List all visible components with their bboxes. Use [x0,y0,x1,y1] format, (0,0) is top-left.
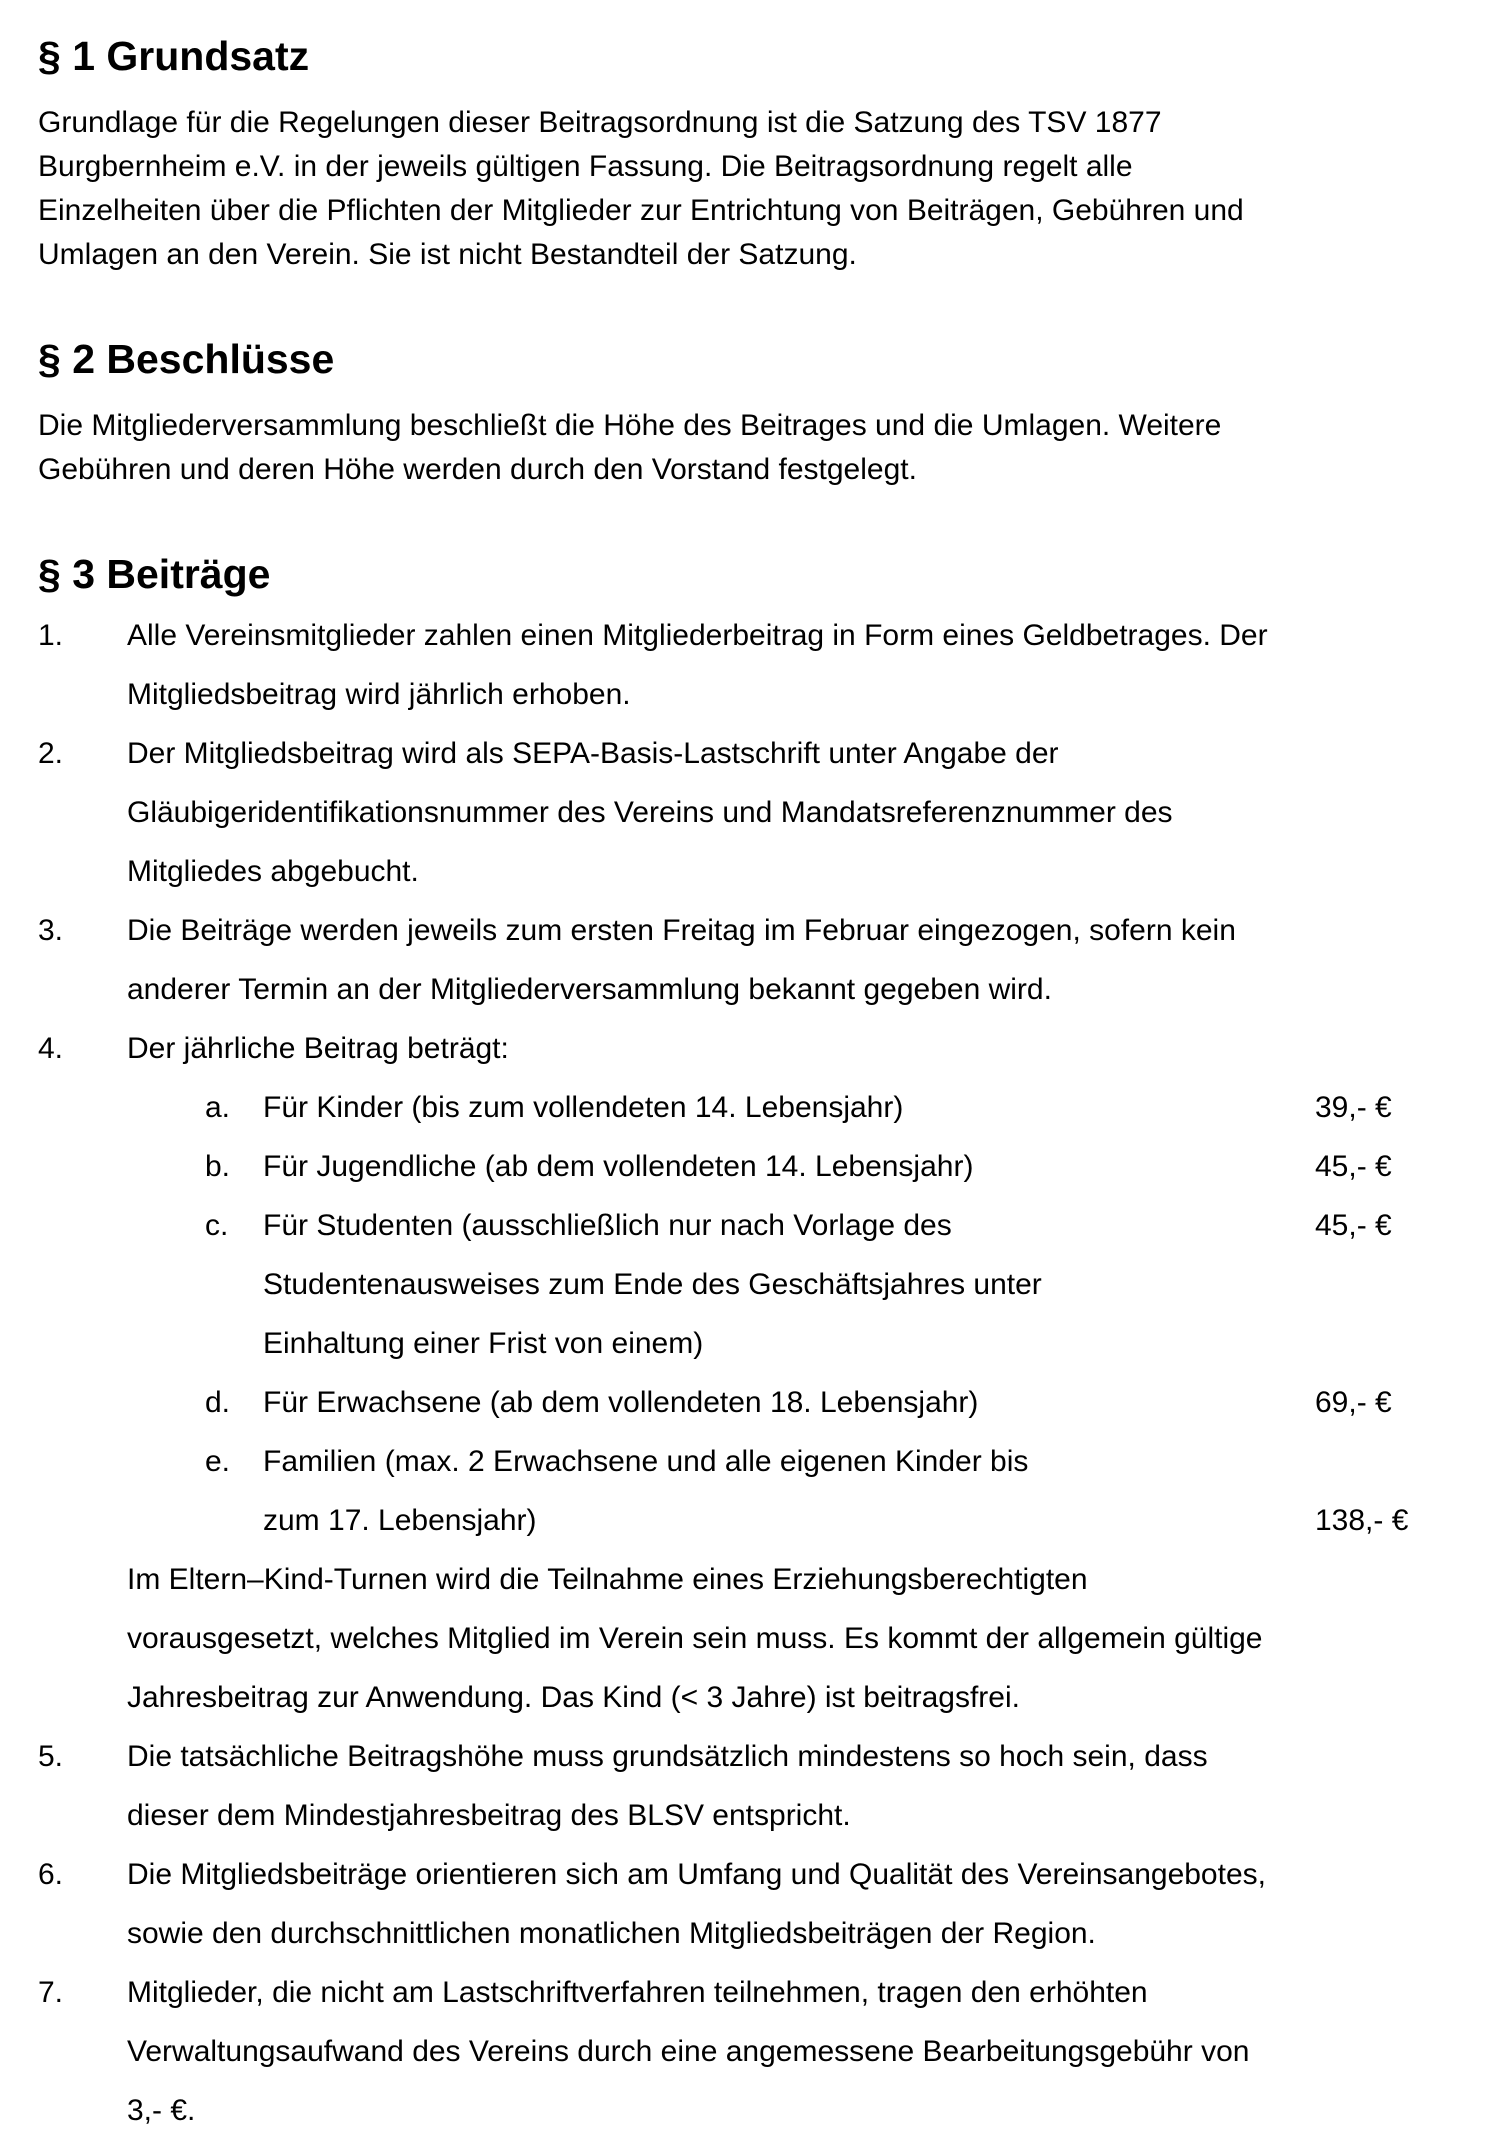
fee-line [127,1078,1462,1137]
item-line: Die Beiträge werden jeweils zum ersten Freitag im Februar eingezogen, sofern kein [127,914,1236,947]
paragraph-line: Die Mitgliederversammlung beschließt die Höhe des Beitrages und die Umlagen. Weitere [38,409,1222,442]
fee-row [127,1373,1462,1432]
item-content [127,1963,1462,2140]
fee-line [127,1137,1462,1196]
item-number: 6. [38,1858,64,1891]
section-heading: § 3 Beiträge [38,551,271,597]
item-line: Alle Vereinsmitglieder zahlen einen Mitgliederbeitrag in Form eines Geldbetrages. Der [127,619,1268,652]
fee-row [127,1432,1462,1550]
list-item [38,1845,1462,1963]
fee-line [127,1432,1462,1491]
fee-letter: c. [205,1209,229,1242]
item-number: 4. [38,1032,64,1065]
item-number: 1. [38,619,64,652]
fee-price: 138,- € [1315,1504,1409,1537]
fee-line [127,1196,1462,1255]
fee-label: Für Jugendliche (ab dem vollendeten 14. Lebensjahr) [263,1150,974,1183]
item-content [127,724,1462,901]
fee-line: Studentenausweises zum Ende des Geschäftsjahres unter [263,1268,1042,1301]
fee-label: Für Erwachsene (ab dem vollendeten 18. Lebensjahr) [263,1386,979,1419]
item-number: 7. [38,1976,64,2009]
section-heading: § 2 Beschlüsse [38,336,335,382]
fee-label: Für Studenten (ausschließlich nur nach Vorlage des [263,1209,952,1242]
item-number: 5. [38,1740,64,1773]
item-number: 3. [38,914,64,947]
list-item [38,901,1462,1019]
paragraph-line: Grundlage für die Regelungen dieser Beitragsordnung ist die Satzung des TSV 1877 [38,106,1162,139]
item-line: 3,- €. [127,2094,196,2127]
item-number: 2. [38,737,64,770]
list-item [38,1963,1462,2140]
item-line: Der jährliche Beitrag beträgt: [127,1032,509,1065]
item-line: Mitgliedsbeitrag wird jährlich erhoben. [127,678,631,711]
section-heading: § 1 Grundsatz [38,33,310,79]
item-line: Mitgliedes abgebucht. [127,855,419,888]
numbered-list [38,606,1462,2140]
fee-label: Familien (max. 2 Erwachsene und alle eigenen Kinder bis [263,1445,1029,1478]
list-item [38,606,1462,724]
fee-price: 45,- € [1315,1209,1392,1242]
item-note-line: vorausgesetzt, welches Mitglied im Verein sein muss. Es kommt der allgemein gültige [127,1622,1263,1655]
item-content [127,606,1462,724]
fee-price: 45,- € [1315,1150,1392,1183]
fee-row [127,1078,1462,1137]
list-item [38,724,1462,901]
item-content [127,1845,1462,1963]
paragraph-line: Gebühren und deren Höhe werden durch den Vorstand festgelegt. [38,453,917,486]
fee-line: Einhaltung einer Frist von einem) [263,1327,704,1360]
list-item [38,1727,1462,1845]
item-line: Der Mitgliedsbeitrag wird als SEPA-Basis-Lastschrift unter Angabe der [127,737,1059,770]
item-line: anderer Termin an der Mitgliederversammlung bekannt gegeben wird. [127,973,1052,1006]
fee-line: zum 17. Lebensjahr) [263,1504,537,1537]
item-content [127,1019,1462,1727]
fee-letter: a. [205,1091,231,1124]
paragraph-line: Einzelheiten über die Pflichten der Mitglieder zur Entrichtung von Beiträgen, Gebühren und [38,194,1244,227]
paragraph-line: Burgbernheim e.V. in der jeweils gültigen Fassung. Die Beitragsordnung regelt alle [38,150,1133,183]
item-content [127,901,1462,1019]
item-line: dieser dem Mindestjahresbeitrag des BLSV entspricht. [127,1799,851,1832]
item-content [127,1727,1462,1845]
fee-price: 39,- € [1315,1091,1392,1124]
fee-letter: b. [205,1150,231,1183]
item-line: Verwaltungsaufwand des Vereins durch eine angemessene Bearbeitungsgebühr von [127,2035,1250,2068]
fee-letter: e. [205,1445,231,1478]
item-note-line: Jahresbeitrag zur Anwendung. Das Kind (< 3 Jahre) ist beitragsfrei. [127,1681,1020,1714]
item-line: Die tatsächliche Beitragshöhe muss grundsätzlich mindestens so hoch sein, dass [127,1740,1208,1773]
section-paragraph [38,404,1462,492]
paragraph-line: Umlagen an den Verein. Sie ist nicht Bestandteil der Satzung. [38,238,857,271]
fee-line [127,1373,1462,1432]
list-item [38,1019,1462,1727]
item-note-line: Im Eltern–Kind-Turnen wird die Teilnahme eines Erziehungsberechtigten [127,1563,1088,1596]
fee-price: 69,- € [1315,1386,1392,1419]
fee-label: Für Kinder (bis zum vollendeten 14. Lebensjahr) [263,1091,904,1124]
item-line: Die Mitgliedsbeiträge orientieren sich am Umfang und Qualität des Vereinsangebotes, [127,1858,1266,1891]
fee-letter: d. [205,1386,231,1419]
fee-row [127,1137,1462,1196]
item-line: sowie den durchschnittlichen monatlichen Mitgliedsbeiträgen der Region. [127,1917,1096,1950]
section-paragraph [38,101,1462,277]
fee-row [127,1196,1462,1373]
item-line: Mitglieder, die nicht am Lastschriftverfahren teilnehmen, tragen den erhöhten [127,1976,1148,2009]
item-line: Gläubigeridentifikationsnummer des Vereins und Mandatsreferenznummer des [127,796,1173,829]
